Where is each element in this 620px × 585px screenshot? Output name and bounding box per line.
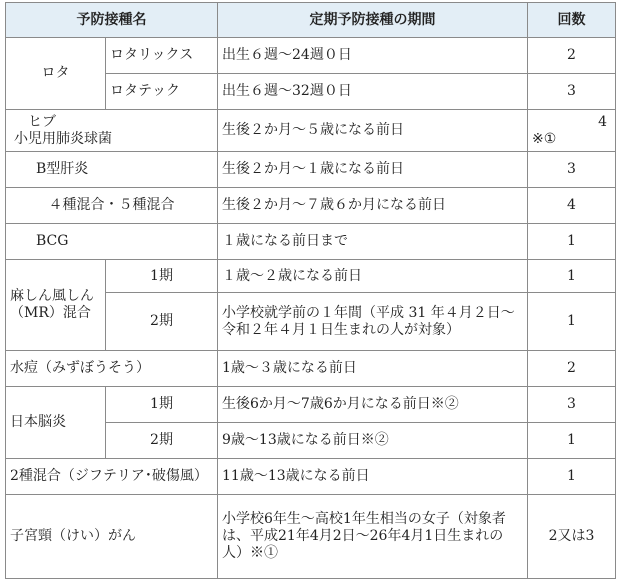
count-mixed: 4	[528, 188, 616, 224]
period-rotateq: 出生６週～32週０日	[218, 74, 528, 110]
period-dt: 11歳～13歳になる前日	[218, 459, 528, 495]
count-dt: 1	[528, 459, 616, 495]
vaccine-mixed: ４種混合・５種混合	[6, 188, 218, 224]
table-row	[6, 260, 616, 293]
vaccine-dt: 2種混合（ジフテリア･破傷風）	[6, 459, 218, 495]
period-hpv: 小学校6年生～高校1年生相当の女子（対象者は、平成21年4月2日～26年4月1日生まれの人）※①	[218, 495, 528, 579]
table-row	[6, 38, 616, 74]
header-vaccine-name: 予防接種名	[6, 3, 218, 38]
table-row	[6, 387, 616, 423]
count-hpv: 2又は3	[528, 495, 616, 579]
count-bcg: 1	[528, 224, 616, 260]
count-varicella: 2	[528, 351, 616, 387]
table-row	[6, 188, 616, 224]
period-hepb: 生後２か月～１歳になる前日	[218, 152, 528, 188]
header-count: 回数	[528, 3, 616, 38]
count-je-2: 1	[528, 423, 616, 459]
vaccine-hepb: B型肝炎	[6, 152, 218, 188]
period-hib: 生後２か月～５歳になる前日	[218, 110, 528, 152]
period-varicella: 1歳～３歳になる前日	[218, 351, 528, 387]
vaccine-rotateq: ロタテック	[106, 74, 218, 110]
header-period: 定期予防接種の期間	[218, 3, 528, 38]
je-phase-2: 2期	[106, 423, 218, 459]
mr-phase-2: 2期	[106, 293, 218, 351]
period-mr-1: １歳～２歳になる前日	[218, 260, 528, 293]
vaccine-varicella: 水痘（みずぼうそう）	[6, 351, 218, 387]
vaccine-hib-pneumo	[6, 110, 218, 152]
period-je-2: 9歳～13歳になる前日※②	[218, 423, 528, 459]
count-je-1: 3	[528, 387, 616, 423]
table-row	[6, 224, 616, 260]
count-mr-1: 1	[528, 260, 616, 293]
vaccine-pneumo: 小児用肺炎球菌	[14, 130, 112, 147]
vaccine-je: 日本脳炎	[6, 387, 106, 459]
count-rotarix: 2	[528, 38, 616, 74]
period-bcg: １歳になる前日まで	[218, 224, 528, 260]
je-phase-1: 1期	[106, 387, 218, 423]
mr-phase-1: 1期	[106, 260, 218, 293]
vaccine-bcg: BCG	[6, 224, 218, 260]
count-mr-2: 1	[528, 293, 616, 351]
vaccination-schedule-table	[5, 2, 616, 579]
vaccine-mr: 麻しん風しん（MR）混合	[6, 260, 106, 351]
table-row	[6, 495, 616, 579]
vaccine-rotarix: ロタリックス	[106, 38, 218, 74]
period-mixed: 生後２か月～７歳６か月になる前日	[218, 188, 528, 224]
count-hib-cell	[528, 110, 616, 152]
count-hib-note: ※①	[532, 130, 557, 147]
period-je-1: 生後6か月～7歳6か月になる前日※②	[218, 387, 528, 423]
period-rotarix: 出生６週～24週０日	[218, 38, 528, 74]
vaccine-hib: ヒブ	[28, 113, 56, 130]
table-row	[6, 459, 616, 495]
period-mr-2: 小学校就学前の１年間（平成 31 年４月２日～令和２年４月１日生まれの人が対象）	[218, 293, 528, 351]
table-row	[6, 152, 616, 188]
count-hib: 4	[598, 113, 607, 130]
header-row	[6, 3, 616, 38]
vaccine-rota: ロタ	[6, 38, 106, 110]
table-row	[6, 351, 616, 387]
count-rotateq: 3	[528, 74, 616, 110]
table-row	[6, 110, 616, 152]
count-hepb: 3	[528, 152, 616, 188]
vaccine-hpv: 子宮頸（けい）がん	[6, 495, 218, 579]
